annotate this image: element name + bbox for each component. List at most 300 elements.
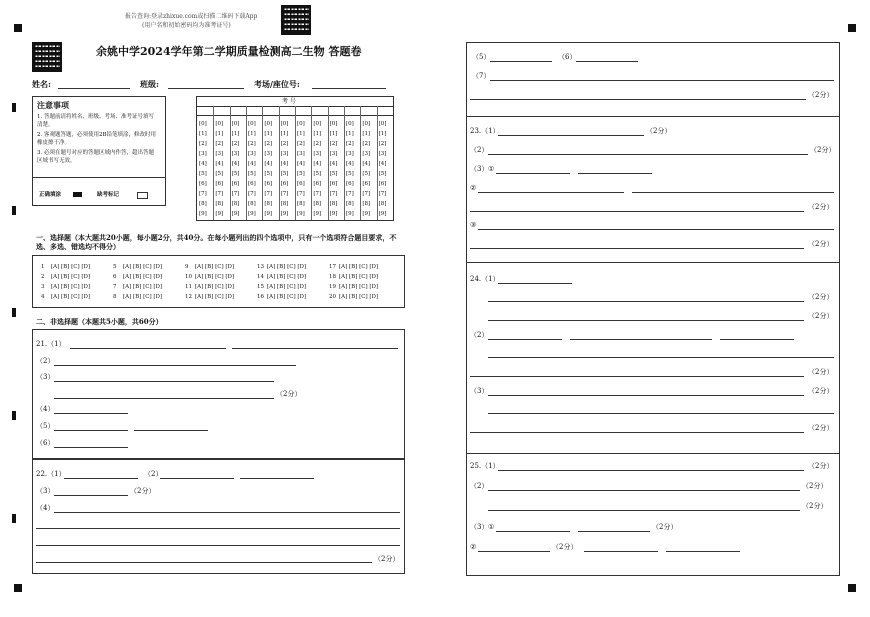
answer-line[interactable]	[54, 512, 400, 513]
missing-mark-box[interactable]	[137, 192, 148, 199]
digit-bubble[interactable]: [6]	[248, 181, 256, 187]
part-label: （2）	[470, 146, 489, 154]
mc-options[interactable]: [A] [B] [C] [D]	[267, 264, 307, 270]
digit-bubble[interactable]: [9]	[264, 211, 273, 217]
exam-number-grid	[196, 96, 394, 221]
digit-bubble[interactable]: [3]	[199, 151, 207, 157]
digit-bubble[interactable]: [0]	[199, 121, 207, 127]
right-answer-box	[466, 42, 840, 576]
part-label: （5）	[472, 53, 491, 61]
section-2-title: 二、非选择题（本题共5小题，共60分）	[36, 317, 163, 326]
digit-bubble[interactable]: [2]	[215, 141, 224, 147]
mc-options[interactable]: [A] [B] [C] [D]	[339, 294, 379, 300]
digit-bubble[interactable]: [0]	[346, 121, 354, 127]
answer-line[interactable]	[488, 510, 800, 511]
digit-bubble[interactable]: [7]	[313, 191, 322, 197]
digit-bubble[interactable]: [5]	[280, 171, 289, 177]
digit-bubble[interactable]: [1]	[329, 131, 338, 137]
grid-line	[295, 106, 296, 220]
part-label: （5）	[36, 422, 55, 430]
mc-options[interactable]: [A] [B] [C] [D]	[123, 294, 163, 300]
side-mark	[12, 514, 16, 523]
digit-bubble[interactable]: [0]	[313, 121, 322, 127]
circle-2-label: ②	[470, 543, 477, 551]
q25-label: 25.（1）	[470, 462, 500, 470]
digit-bubble[interactable]: [9]	[280, 211, 289, 217]
grid-line	[262, 106, 263, 220]
digit-bubble[interactable]: [3]	[346, 151, 354, 157]
mc-question-number: 2	[41, 274, 45, 280]
part-label: （4）	[36, 504, 55, 512]
mc-question-number: 10	[185, 274, 192, 280]
answer-line[interactable]	[478, 551, 550, 552]
digit-bubble[interactable]: [0]	[215, 121, 224, 127]
mc-question-number: 13	[257, 264, 264, 270]
digit-bubble[interactable]: [4]	[231, 161, 240, 167]
qr-code	[32, 42, 62, 72]
answer-line[interactable]	[488, 490, 800, 491]
grid-line	[328, 106, 329, 220]
room-field[interactable]	[312, 88, 386, 89]
divider	[466, 453, 840, 454]
divider	[466, 116, 840, 117]
mc-question-number: 17	[329, 264, 336, 270]
mc-options[interactable]: [A] [B] [C] [D]	[339, 274, 379, 280]
answer-line[interactable]	[36, 528, 400, 529]
answer-line[interactable]	[576, 61, 638, 62]
q23-label: 23.（1）	[470, 127, 500, 135]
digit-bubble[interactable]: [4]	[313, 161, 322, 167]
digit-bubble[interactable]: [4]	[199, 161, 207, 167]
mc-options[interactable]: [A] [B] [C] [D]	[339, 284, 379, 290]
answer-line[interactable]	[488, 154, 808, 155]
score-label: （2分）	[646, 127, 672, 135]
digit-bubble[interactable]: [6]	[313, 181, 322, 187]
digit-bubble[interactable]: [1]	[199, 131, 207, 137]
digit-bubble[interactable]: [4]	[264, 161, 273, 167]
digit-bubble[interactable]: [5]	[199, 171, 207, 177]
side-mark	[12, 308, 16, 317]
digit-bubble[interactable]: [2]	[313, 141, 322, 147]
digit-bubble[interactable]: [3]	[378, 151, 387, 157]
answer-line[interactable]	[584, 551, 658, 552]
side-mark	[12, 103, 16, 112]
digit-bubble[interactable]: [5]	[313, 171, 322, 177]
mc-question-number: 3	[41, 284, 45, 290]
answer-line[interactable]	[470, 376, 804, 377]
mc-options[interactable]: [A] [B] [C] [D]	[51, 264, 91, 270]
mc-question-number: 20	[329, 294, 336, 300]
q22-label: 22.（1）	[36, 470, 66, 478]
digit-bubble[interactable]: [0]	[231, 121, 240, 127]
notice-item: 2. 客观题答题，必须使用2B铅笔填涂，修改时用橡皮擦干净。	[37, 132, 157, 146]
answer-line[interactable]	[54, 430, 128, 431]
grid-line	[279, 106, 280, 220]
score-label: （2分）	[552, 543, 578, 551]
digit-bubble[interactable]: [2]	[329, 141, 338, 147]
digit-bubble[interactable]: [0]	[248, 121, 256, 127]
digit-bubble[interactable]: [8]	[313, 201, 322, 207]
answer-line[interactable]	[488, 339, 562, 340]
digit-bubble[interactable]: [8]	[378, 201, 387, 207]
mc-options[interactable]: [A] [B] [C] [D]	[51, 294, 91, 300]
notice-item: 1. 答题前请将姓名、班级、考场、准考证号填写清楚。	[37, 114, 154, 128]
mc-question-number: 16	[257, 294, 264, 300]
answer-line[interactable]	[488, 301, 804, 302]
digit-bubble[interactable]: [6]	[297, 181, 305, 187]
corner-mark	[14, 24, 22, 32]
room-label: 考场/座位号:	[254, 79, 300, 89]
answer-line[interactable]	[720, 339, 794, 340]
digit-bubble[interactable]: [0]	[297, 121, 305, 127]
answer-line[interactable]	[240, 478, 314, 479]
mc-question-number: 7	[113, 284, 117, 290]
digit-bubble[interactable]: [3]	[215, 151, 224, 157]
digit-bubble[interactable]: [7]	[215, 191, 224, 197]
digit-bubble[interactable]: [2]	[346, 141, 354, 147]
digit-bubble[interactable]: [9]	[199, 211, 207, 217]
digit-bubble[interactable]: [5]	[362, 171, 371, 177]
digit-bubble[interactable]: [3]	[280, 151, 289, 157]
side-mark	[12, 206, 16, 215]
digit-bubble[interactable]: [1]	[362, 131, 371, 137]
digit-bubble[interactable]: [5]	[231, 171, 240, 177]
digit-bubble[interactable]: [0]	[264, 121, 273, 127]
digit-bubble[interactable]: [8]	[264, 201, 273, 207]
mc-options[interactable]: [A] [B] [C] [D]	[195, 294, 235, 300]
answer-line[interactable]	[498, 470, 804, 471]
notice-box	[32, 96, 166, 206]
section-1-title: 一、选择题（本大题共20小题，每小题2分，共40分。在每小题列出的四个选项中，只有一个选项符合题目要求，不选、多选、错选均不得分）	[36, 233, 397, 251]
digit-bubble[interactable]: [0]	[362, 121, 371, 127]
digit-bubble[interactable]: [5]	[346, 171, 354, 177]
mc-question-number: 19	[329, 284, 336, 290]
circle-1-label: ①	[488, 165, 495, 173]
digit-bubble[interactable]: [9]	[329, 211, 338, 217]
answer-line[interactable]	[498, 283, 572, 284]
digit-bubble[interactable]: [2]	[378, 141, 387, 147]
answer-line[interactable]	[498, 135, 644, 136]
answer-line[interactable]	[488, 357, 834, 358]
digit-bubble[interactable]: [2]	[362, 141, 371, 147]
digit-bubble[interactable]: [5]	[248, 171, 256, 177]
answer-line[interactable]	[64, 478, 138, 479]
answer-line[interactable]	[70, 348, 226, 349]
grid-line	[377, 106, 378, 220]
digit-bubble[interactable]: [3]	[313, 151, 322, 157]
digit-bubble[interactable]: [3]	[231, 151, 240, 157]
mc-options[interactable]: [A] [B] [C] [D]	[123, 284, 163, 290]
digit-bubble[interactable]: [2]	[264, 141, 273, 147]
answer-line[interactable]	[54, 365, 226, 366]
answer-line[interactable]	[54, 495, 128, 496]
answer-line[interactable]	[54, 413, 128, 414]
digit-bubble[interactable]: [6]	[264, 181, 273, 187]
digit-bubble[interactable]: [4]	[215, 161, 224, 167]
answer-line[interactable]	[632, 192, 834, 193]
grid-line	[213, 106, 214, 220]
corner-mark	[848, 24, 856, 32]
digit-bubble[interactable]: [6]	[362, 181, 371, 187]
mc-options[interactable]: [A] [B] [C] [D]	[267, 274, 307, 280]
digit-bubble[interactable]: [2]	[231, 141, 240, 147]
digit-bubble[interactable]: [1]	[378, 131, 387, 137]
score-label: （2分）	[276, 390, 302, 398]
digit-bubble[interactable]: [7]	[248, 191, 256, 197]
digit-bubble[interactable]: [8]	[362, 201, 371, 207]
q21-label: 21.（1）	[36, 340, 66, 348]
correct-fill-label: 正确填涂	[39, 192, 62, 198]
digit-bubble[interactable]: [5]	[215, 171, 224, 177]
class-label: 班级:	[140, 79, 159, 89]
digit-bubble[interactable]: [3]	[329, 151, 338, 157]
part-label: （2）	[36, 357, 55, 365]
score-label: （2分）	[808, 387, 834, 395]
digit-bubble[interactable]: [8]	[329, 201, 338, 207]
score-label: （2分）	[808, 312, 834, 320]
score-label: （2分）	[808, 91, 834, 99]
part-label: （2）	[470, 482, 489, 490]
digit-bubble[interactable]: [8]	[248, 201, 256, 207]
digit-bubble[interactable]: [0]	[280, 121, 289, 127]
digit-bubble[interactable]: [1]	[231, 131, 240, 137]
part-label: （3）	[470, 165, 489, 173]
mc-options[interactable]: [A] [B] [C] [D]	[51, 284, 91, 290]
qr-code	[281, 5, 311, 35]
answer-line[interactable]	[478, 229, 834, 230]
answer-line[interactable]	[470, 432, 804, 433]
digit-bubble[interactable]: [5]	[329, 171, 338, 177]
mc-question-number: 11	[185, 284, 192, 290]
score-label: （2分）	[808, 462, 834, 470]
answer-line[interactable]	[488, 413, 834, 414]
part-label: （3）	[36, 487, 55, 495]
digit-bubble[interactable]: [7]	[329, 191, 338, 197]
q24-label: 24.（1）	[470, 275, 500, 283]
answer-line[interactable]	[488, 320, 804, 321]
name-field[interactable]	[58, 88, 130, 89]
digit-bubble[interactable]: [3]	[264, 151, 273, 157]
digit-bubble[interactable]: [8]	[231, 201, 240, 207]
mc-question-number: 5	[113, 264, 117, 270]
side-mark	[12, 411, 16, 420]
mc-options[interactable]: [A] [B] [C] [D]	[267, 294, 307, 300]
digit-bubble[interactable]: [1]	[248, 131, 256, 137]
part-label: （4）	[36, 405, 55, 413]
digit-bubble[interactable]: [8]	[280, 201, 289, 207]
digit-bubble[interactable]: [7]	[264, 191, 273, 197]
mc-options[interactable]: [A] [B] [C] [D]	[195, 264, 235, 270]
digit-bubble[interactable]: [5]	[297, 171, 305, 177]
circle-1-label: ①	[488, 523, 495, 531]
digit-bubble[interactable]: [9]	[215, 211, 224, 217]
digit-bubble[interactable]: [9]	[362, 211, 371, 217]
digit-bubble[interactable]: [3]	[248, 151, 256, 157]
digit-bubble[interactable]: [7]	[231, 191, 240, 197]
score-label: （2分）	[374, 555, 400, 563]
digit-bubble[interactable]: [7]	[280, 191, 289, 197]
mc-answer-box	[32, 255, 405, 308]
score-label: （2分）	[802, 502, 828, 510]
class-field[interactable]	[168, 88, 244, 89]
mc-question-number: 1	[41, 264, 45, 270]
score-label: （2分）	[810, 146, 836, 154]
digit-bubble[interactable]: [1]	[313, 131, 322, 137]
score-label: （2分）	[652, 523, 678, 531]
score-label: （2分）	[802, 482, 828, 490]
mc-question-number: 9	[185, 264, 189, 270]
answer-line[interactable]	[570, 339, 712, 340]
circle-2-label: ②	[470, 184, 477, 192]
digit-bubble[interactable]: [0]	[378, 121, 387, 127]
digit-bubble[interactable]: [4]	[346, 161, 354, 167]
mc-options[interactable]: [A] [B] [C] [D]	[195, 284, 235, 290]
answer-line[interactable]	[222, 365, 296, 366]
answer-line[interactable]	[36, 562, 372, 563]
digit-bubble[interactable]: [4]	[362, 161, 371, 167]
answer-line[interactable]	[470, 211, 804, 212]
answer-line[interactable]	[578, 531, 650, 532]
score-label: （2分）	[808, 203, 834, 211]
divider	[466, 262, 840, 263]
digit-bubble[interactable]: [1]	[264, 131, 273, 137]
digit-bubble[interactable]: [8]	[297, 201, 305, 207]
digit-bubble[interactable]: [6]	[329, 181, 338, 187]
digit-bubble[interactable]: [5]	[378, 171, 387, 177]
digit-bubble[interactable]: [2]	[199, 141, 207, 147]
digit-bubble[interactable]: [7]	[297, 191, 305, 197]
digit-bubble[interactable]: [1]	[280, 131, 289, 137]
digit-bubble[interactable]: [3]	[362, 151, 371, 157]
digit-bubble[interactable]: [9]	[248, 211, 256, 217]
digit-bubble[interactable]: [7]	[199, 191, 207, 197]
part-label: （6）	[558, 53, 577, 61]
score-label: （2分）	[808, 368, 834, 376]
digit-bubble[interactable]: [5]	[264, 171, 273, 177]
answer-line[interactable]	[470, 248, 804, 249]
digit-bubble[interactable]: [8]	[199, 201, 207, 207]
mc-options[interactable]: [A] [B] [C] [D]	[195, 274, 235, 280]
digit-bubble[interactable]: [0]	[329, 121, 338, 127]
digit-bubble[interactable]: [9]	[378, 211, 387, 217]
part-label: （7）	[472, 72, 491, 80]
digit-bubble[interactable]: [4]	[248, 161, 256, 167]
part-label: （2）	[470, 331, 489, 339]
mc-options[interactable]: [A] [B] [C] [D]	[267, 284, 307, 290]
circle-3-label: ③	[470, 221, 477, 229]
digit-bubble[interactable]: [6]	[346, 181, 354, 187]
answer-line[interactable]	[54, 398, 274, 399]
answer-line[interactable]	[578, 173, 652, 174]
answer-line[interactable]	[490, 61, 552, 62]
answer-line[interactable]	[488, 395, 804, 396]
digit-bubble[interactable]: [8]	[346, 201, 354, 207]
answer-line[interactable]	[134, 430, 208, 431]
grid-line	[230, 106, 231, 220]
digit-bubble[interactable]: [6]	[280, 181, 289, 187]
part-label: （3）	[470, 523, 489, 531]
digit-bubble[interactable]: [2]	[280, 141, 289, 147]
answer-line[interactable]	[160, 478, 234, 479]
answer-line[interactable]	[666, 551, 740, 552]
digit-bubble[interactable]: [2]	[248, 141, 256, 147]
mc-options[interactable]: [A] [B] [C] [D]	[339, 264, 379, 270]
divider	[33, 177, 165, 178]
digit-bubble[interactable]: [6]	[378, 181, 387, 187]
digit-bubble[interactable]: [6]	[199, 181, 207, 187]
digit-bubble[interactable]: [9]	[313, 211, 322, 217]
digit-bubble[interactable]: [7]	[346, 191, 354, 197]
digit-bubble[interactable]: [9]	[346, 211, 354, 217]
score-label: （2分）	[808, 293, 834, 301]
digit-bubble[interactable]: [2]	[297, 141, 305, 147]
digit-bubble[interactable]: [8]	[215, 201, 224, 207]
answer-line[interactable]	[490, 80, 834, 81]
mc-question-number: 8	[113, 294, 117, 300]
answer-line[interactable]	[232, 348, 398, 349]
score-label: （2分）	[130, 487, 156, 495]
digit-bubble[interactable]: [1]	[215, 131, 224, 137]
notice-title: 注意事项	[37, 100, 69, 110]
corner-mark	[848, 584, 856, 592]
answer-line[interactable]	[496, 173, 570, 174]
mc-question-number: 4	[41, 294, 45, 300]
name-label: 姓名:	[32, 79, 51, 89]
grid-line	[360, 106, 361, 220]
missing-mark-label: 缺考标记	[97, 192, 120, 198]
login-hint-text: (用户名和初始密码均为准考证号)	[142, 22, 231, 29]
digit-bubble[interactable]: [6]	[215, 181, 224, 187]
mc-options[interactable]: [A] [B] [C] [D]	[123, 274, 163, 280]
mc-options[interactable]: [A] [B] [C] [D]	[51, 274, 91, 280]
digit-bubble[interactable]: [4]	[378, 161, 387, 167]
digit-bubble[interactable]: [4]	[329, 161, 338, 167]
digit-bubble[interactable]: [4]	[280, 161, 289, 167]
part-label: （3）	[470, 387, 489, 395]
digit-bubble[interactable]: [7]	[378, 191, 387, 197]
grid-line	[246, 106, 247, 220]
digit-bubble[interactable]: [6]	[231, 181, 240, 187]
part-label: （3）	[36, 373, 55, 381]
page-title: 余姚中学2024学年第二学期质量检测高二生物 答题卷	[96, 45, 362, 58]
digit-bubble[interactable]: [3]	[297, 151, 305, 157]
digit-bubble[interactable]: [1]	[346, 131, 354, 137]
digit-bubble[interactable]: [9]	[231, 211, 240, 217]
mc-question-number: 12	[185, 294, 192, 300]
digit-bubble[interactable]: [7]	[362, 191, 371, 197]
q22-box	[32, 459, 405, 574]
answer-line[interactable]	[478, 192, 624, 193]
correct-fill-sample	[73, 192, 82, 197]
answer-line[interactable]	[496, 531, 570, 532]
mc-question-number: 18	[329, 274, 336, 280]
answer-line[interactable]	[470, 99, 806, 100]
digit-bubble[interactable]: [1]	[297, 131, 305, 137]
answer-line[interactable]	[54, 447, 128, 448]
mc-question-number: 14	[257, 274, 264, 280]
report-query-text: 报告查询:登录zhixue.com或扫描二维码下载App	[125, 13, 258, 20]
mc-options[interactable]: [A] [B] [C] [D]	[123, 264, 163, 270]
answer-line[interactable]	[54, 381, 274, 382]
corner-mark	[14, 584, 22, 592]
exam-number-label: 考 号	[282, 98, 296, 105]
digit-bubble[interactable]: [9]	[297, 211, 305, 217]
grid-line	[311, 106, 312, 220]
digit-bubble[interactable]: [4]	[297, 161, 305, 167]
notice-item: 3. 必须在题号对应的答题区域内作答，超出答题区域书写无效。	[37, 150, 154, 164]
answer-line[interactable]	[36, 545, 400, 546]
part-label: （6）	[36, 439, 55, 447]
